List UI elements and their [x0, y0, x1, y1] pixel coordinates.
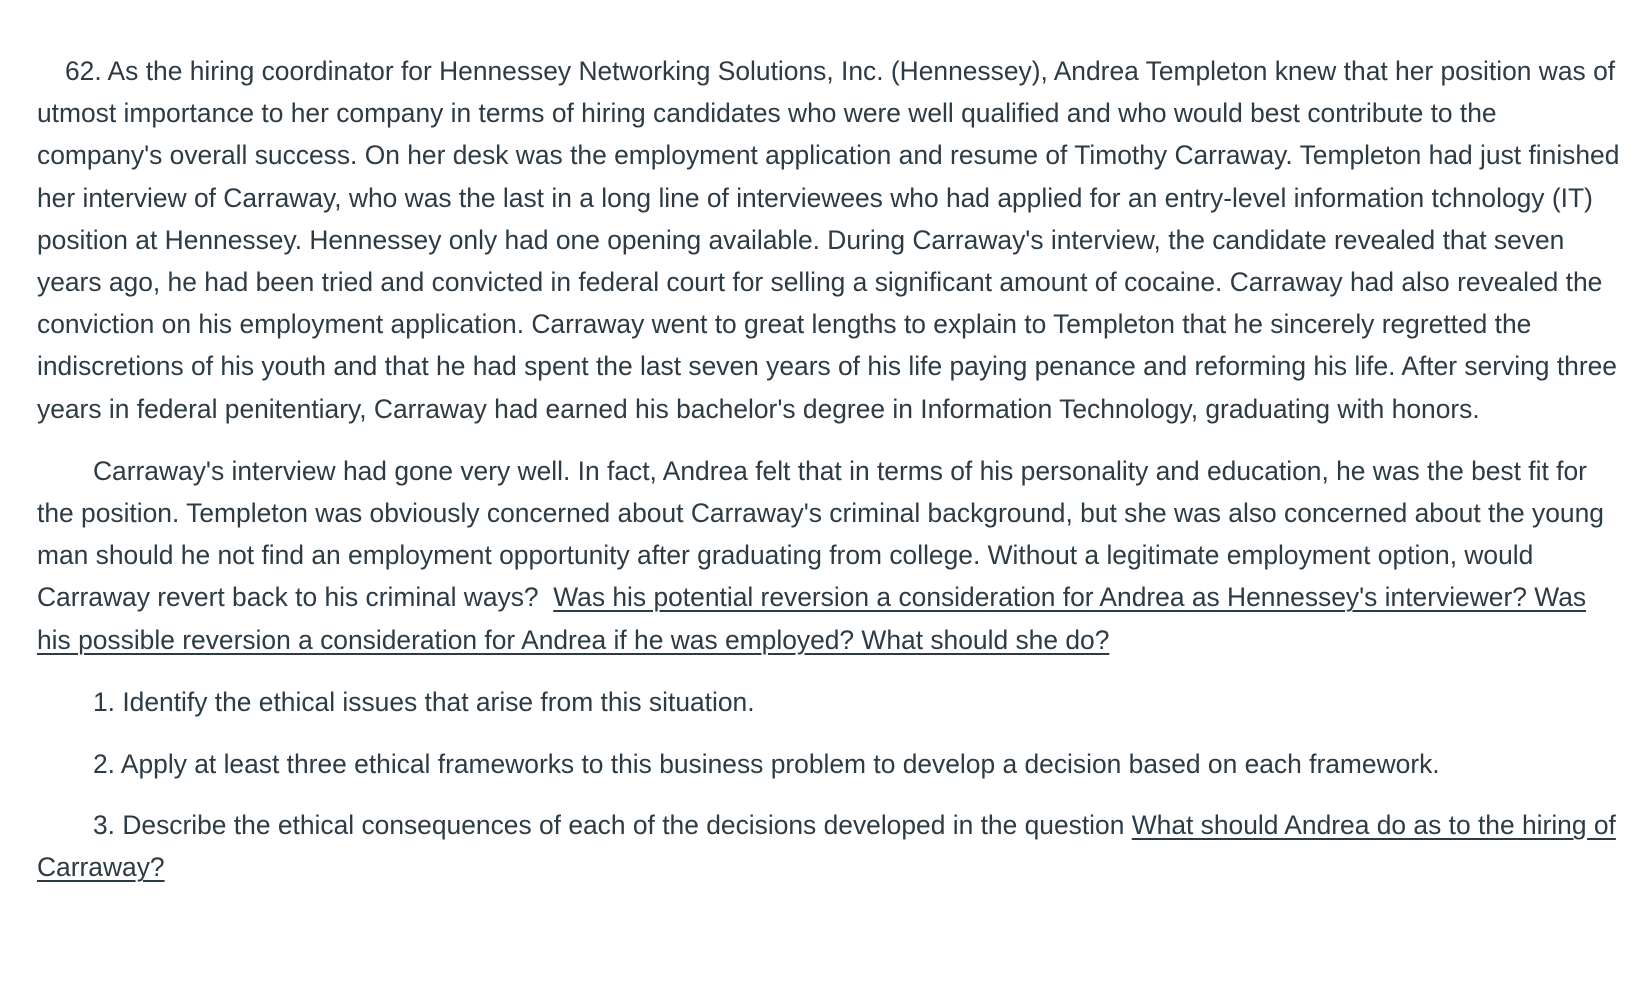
underlined-questions: Was his potential reversion a consideration for Andrea as Hennessey's interviewer? Was his possible reversion a consideration for Andrea if he was employed? What should she do? [37, 582, 1587, 655]
question-3 [37, 804, 1627, 888]
question-2: 2. Apply at least three ethical frameworks to this business problem to develop a decision based on each framework. [93, 749, 1440, 780]
case-paragraph-intro: 62. As the hiring coordinator for Hennessey Networking Solutions, Inc. (Hennessey), Andrea Templeton knew that her position was of utmost importance to her company in terms of hiring candidates who were well qualified and who would best contribute to the company's overall success. On her desk was the employment application and resume of Timothy Carraway. Templeton had just finished her interview of Carraway, who was the last in a long line of interviewees who had applied for an entry-level information tchnology (IT) position at Hennessey. Hennessey only had one opening available. During Carraway's interview, the candidate revealed that seven years ago, he had been tried and convicted in federal court for selling a significant amount of cocaine. Carraway had also revealed the conviction on his employment application. Carraway went to great lengths to explain to Templeton that he sincerely regretted the indiscretions of his youth and that he had spent the last seven years of his life paying penance and reforming his life. After serving three years in federal penitentiary, Carraway had earned his bachelor's degree in Information Technology, graduating with honors. [37, 56, 1620, 424]
document-body [37, 50, 1627, 889]
question-3-text: 3. Describe the ethical consequences of each of the decisions developed in the question [93, 810, 1132, 841]
case-paragraph-interview [37, 450, 1627, 661]
interview-text: Carraway's interview had gone very well. In fact, Andrea felt that in terms of his personality and education, he was the best fit for the position. Templeton was obviously concerned about Carraway's criminal background, but she was also concerned about the young man should he not find an employment opportunity after graduating from college. Without a legitimate employment option, would Carraway revert back to his criminal ways? [37, 455, 1604, 613]
question-1: 1. Identify the ethical issues that arise from this situation. [93, 686, 755, 717]
question-3-underlined: What should Andrea do as to the hiring of Carraway? [37, 810, 1616, 883]
